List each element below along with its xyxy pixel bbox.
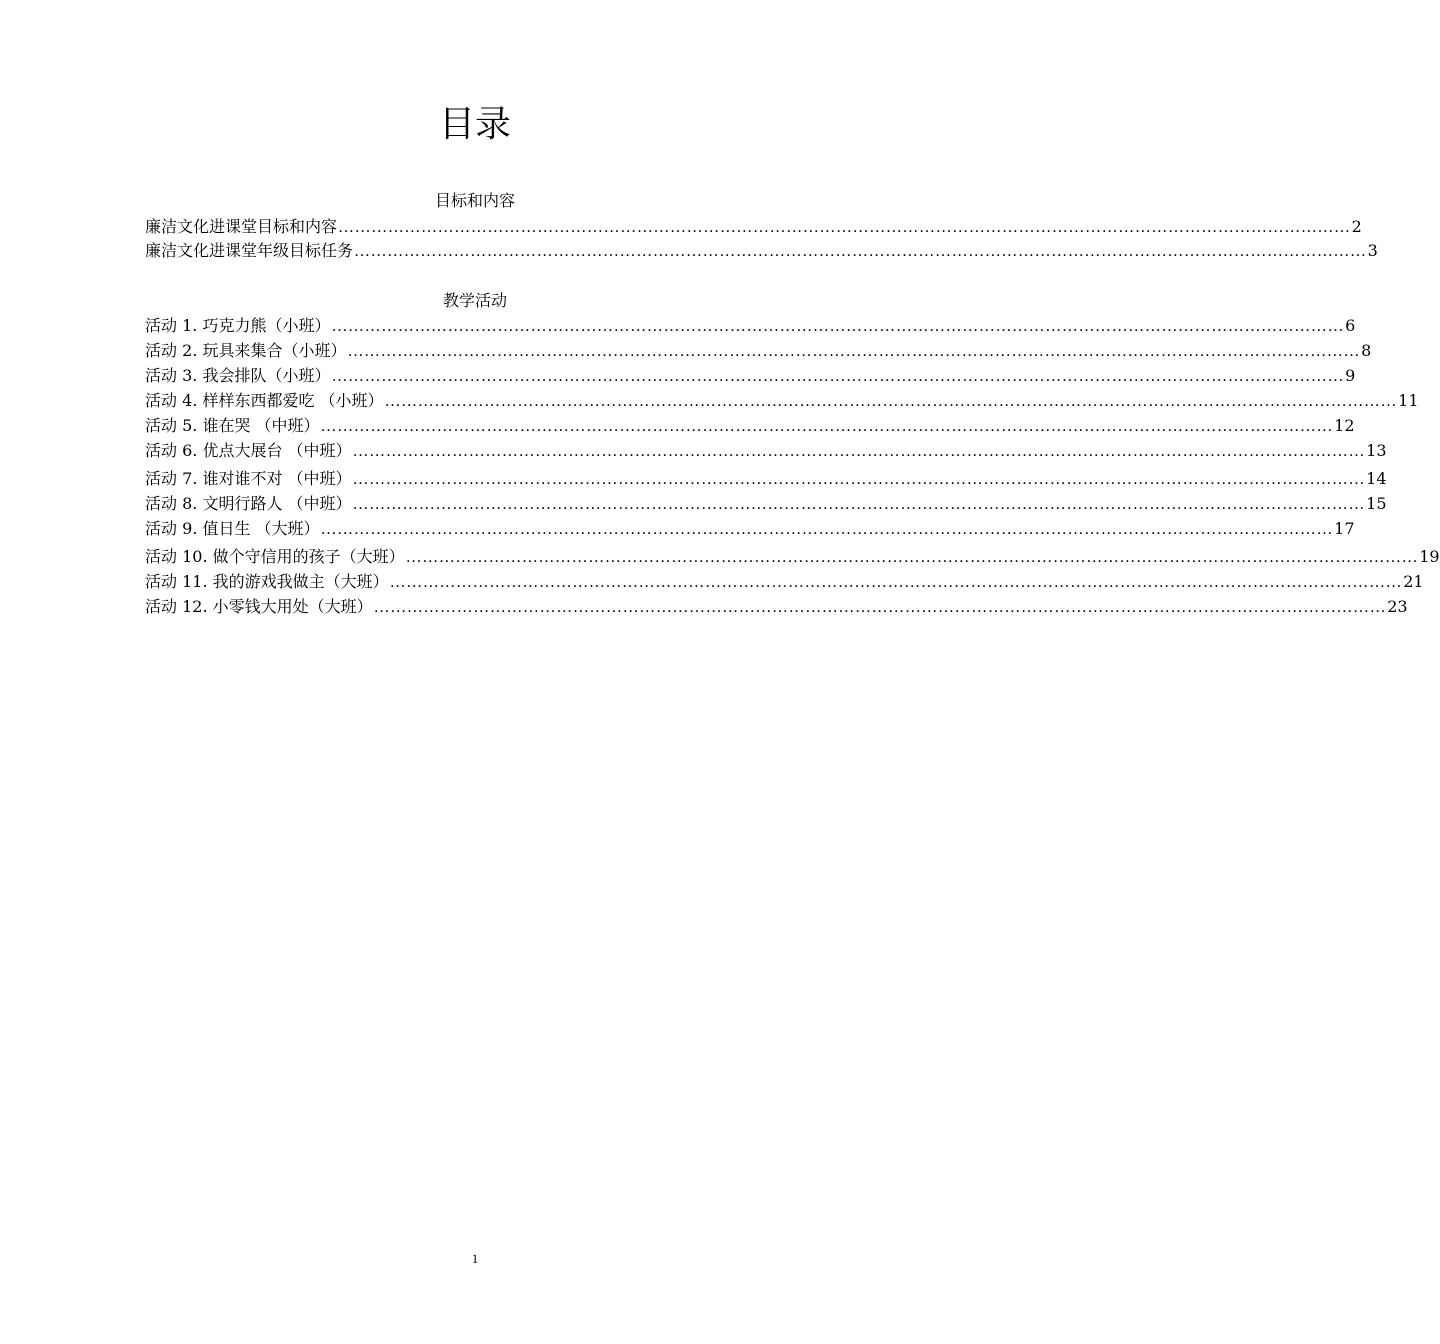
dot-leader: ………………………………………………………………………………………………………………………………………………………………… (331, 318, 1345, 335)
toc-entry-label: 活动 4. 样样东西都爱吃 （小班） (145, 391, 384, 410)
dot-leader: ………………………………………………………………………………………………………………………………………………………………… (384, 393, 1398, 410)
toc-entry-page: 14 (1366, 469, 1387, 488)
dot-leader: ………………………………………………………………………………………………………………………………………………………………… (354, 243, 1367, 260)
toc-entry-page: 3 (1367, 241, 1378, 260)
toc-entry[interactable] (145, 390, 1419, 413)
toc-entry[interactable] (145, 365, 1356, 388)
toc-entry-page: 19 (1419, 547, 1440, 566)
toc-entry[interactable] (145, 493, 1387, 516)
toc-entry-label: 活动 7. 谁对谁不对 （中班） (145, 469, 352, 488)
dot-leader: ………………………………………………………………………………………………………………………………………………………………… (389, 574, 1403, 591)
toc-entry-label: 活动 2. 玩具来集合（小班） (145, 341, 347, 360)
dot-leader: ………………………………………………………………………………………………………………………………………………………………… (338, 219, 1351, 236)
toc-entry[interactable] (145, 315, 1356, 338)
toc-entry-label: 活动 10. 做个守信用的孩子（大班） (145, 547, 405, 566)
toc-entry-label: 活动 1. 巧克力熊（小班） (145, 316, 331, 335)
dot-leader: ………………………………………………………………………………………………………………………………………………………………… (405, 549, 1419, 566)
toc-entry-page: 8 (1361, 341, 1372, 360)
toc-entry-page: 23 (1387, 597, 1408, 616)
toc-entry[interactable] (145, 571, 1424, 594)
toc-entry[interactable] (145, 468, 1387, 491)
toc-entry-label: 活动 6. 优点大展台 （中班） (145, 441, 352, 460)
dot-leader: ………………………………………………………………………………………………………………………………………………………………… (320, 418, 1334, 435)
section-heading-goals: 目标和内容 (434, 191, 515, 210)
toc-entry-page: 2 (1351, 217, 1362, 236)
toc-entry[interactable] (145, 216, 1362, 239)
dot-leader: ………………………………………………………………………………………………………………………………………………………………… (352, 443, 1366, 460)
page-number: 1 (471, 1251, 479, 1266)
toc-entry-page: 15 (1366, 494, 1387, 513)
toc-entry-page: 21 (1403, 572, 1424, 591)
dot-leader: ………………………………………………………………………………………………………………………………………………………………… (352, 471, 1366, 488)
toc-entry[interactable] (145, 240, 1378, 263)
toc-entry-label: 廉洁文化进课堂年级目标任务 (145, 241, 354, 260)
toc-entry-page: 6 (1345, 316, 1356, 335)
dot-leader: ………………………………………………………………………………………………………………………………………………………………… (347, 343, 1361, 360)
dot-leader: ………………………………………………………………………………………………………………………………………………………………… (331, 368, 1345, 385)
dot-leader: ………………………………………………………………………………………………………………………………………………………………… (352, 496, 1366, 513)
toc-entry-page: 13 (1366, 441, 1387, 460)
toc-entry-page: 17 (1334, 519, 1355, 538)
toc-entry[interactable] (145, 518, 1355, 541)
section-heading-activities: 教学活动 (442, 291, 507, 310)
dot-leader: ………………………………………………………………………………………………………………………………………………………………… (320, 521, 1334, 538)
toc-entry-label: 活动 12. 小零钱大用处（大班） (145, 597, 373, 616)
toc-entry-label: 活动 3. 我会排队（小班） (145, 366, 331, 385)
toc-entry-label: 活动 8. 文明行路人 （中班） (145, 494, 352, 513)
toc-entry[interactable] (145, 340, 1372, 363)
toc-entry-page: 12 (1334, 416, 1355, 435)
dot-leader: ………………………………………………………………………………………………………………………………………………………………… (373, 599, 1387, 616)
toc-entry-page: 11 (1398, 391, 1419, 410)
toc-entry[interactable] (145, 546, 1440, 569)
toc-entry-label: 活动 11. 我的游戏我做主（大班） (145, 572, 389, 591)
toc-entry-label: 活动 5. 谁在哭 （中班） (145, 416, 320, 435)
toc-entry[interactable] (145, 596, 1408, 619)
toc-entry[interactable] (145, 415, 1355, 438)
toc-entry-label: 活动 9. 值日生 （大班） (145, 519, 320, 538)
page-title: 目录 (438, 104, 511, 145)
toc-entry-page: 9 (1345, 366, 1356, 385)
toc-entry[interactable] (145, 440, 1387, 463)
toc-entry-label: 廉洁文化进课堂目标和内容 (145, 217, 338, 236)
